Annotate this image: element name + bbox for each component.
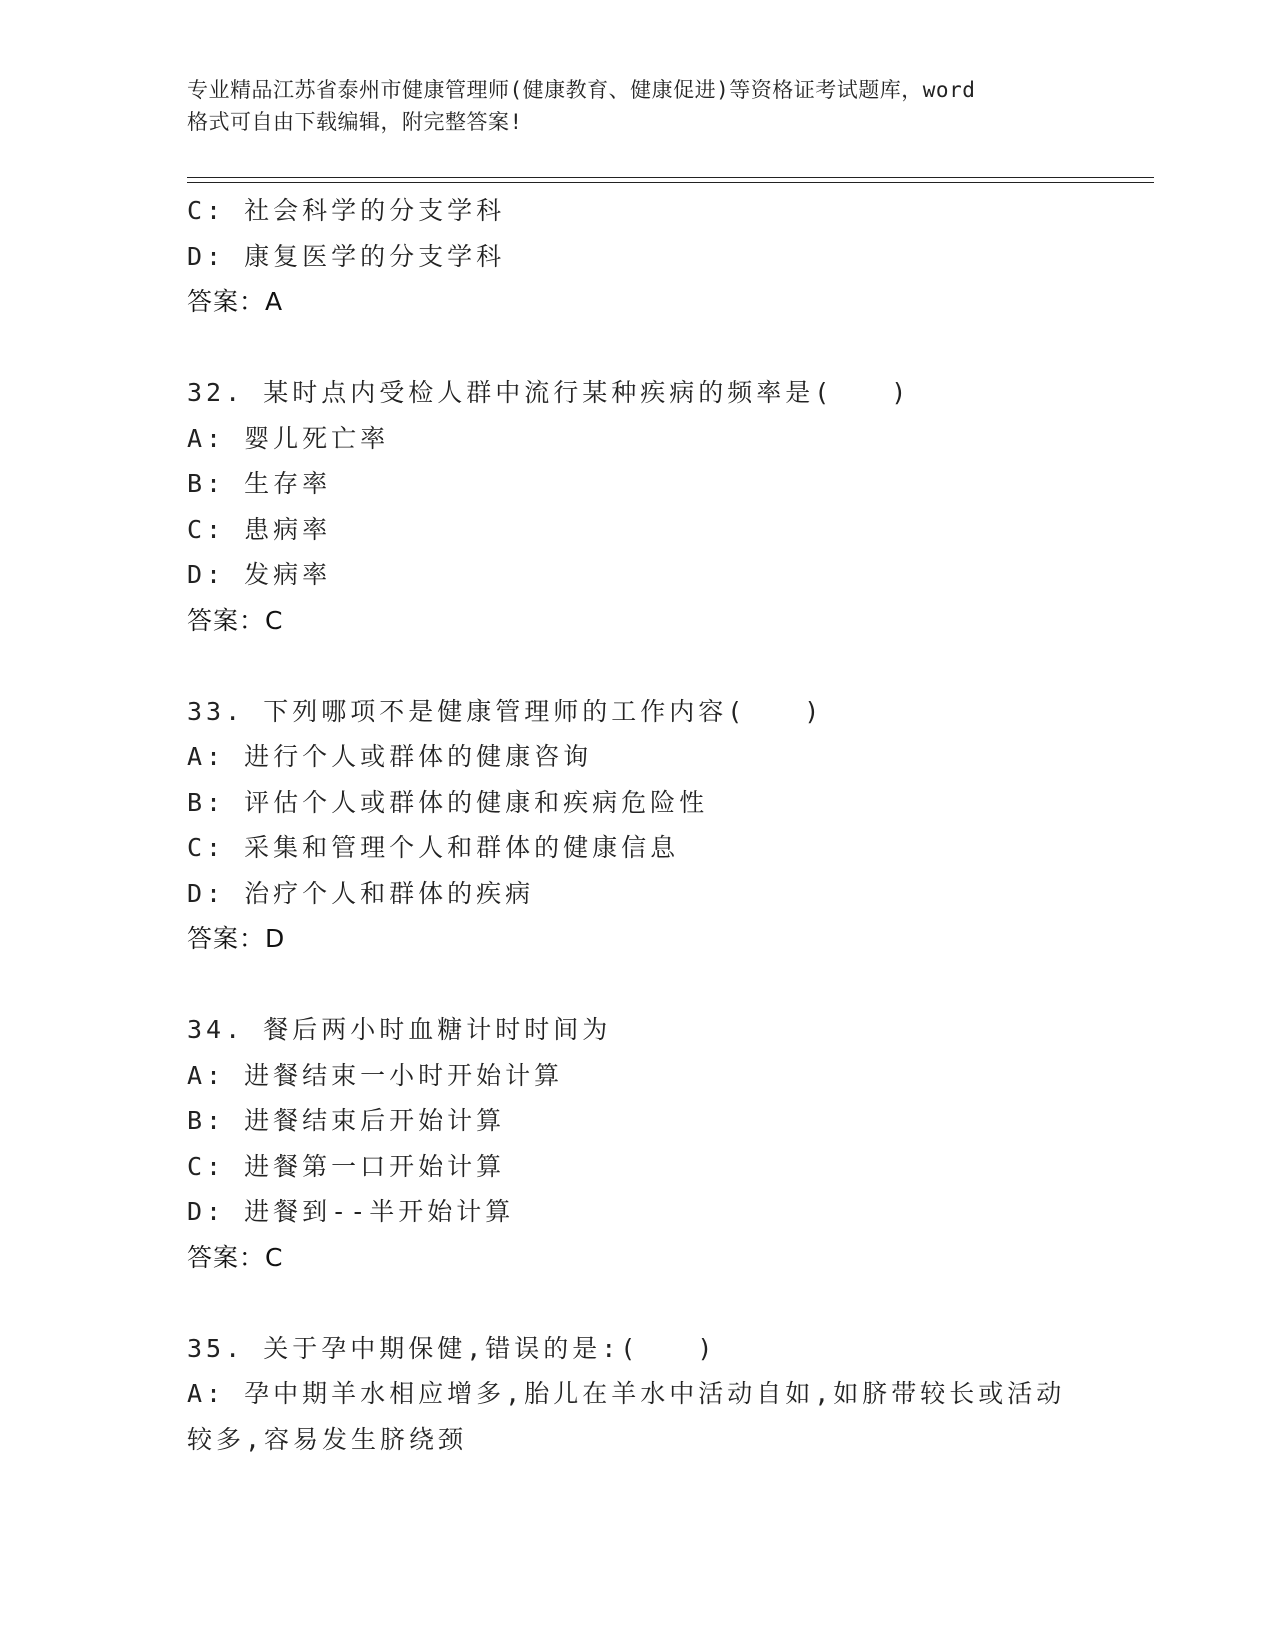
option-c: C: 社会科学的分支学科	[187, 196, 506, 225]
option-b: B: 生存率	[187, 469, 332, 498]
option-c: C: 采集和管理个人和群体的健康信息	[187, 833, 680, 862]
option-a: A: 婴儿死亡率	[187, 423, 390, 453]
answer-line: 答案：C	[187, 605, 284, 635]
option-b: B: 评估个人或群体的健康和疾病危险性	[187, 787, 709, 817]
question-stem: 33. 下列哪项不是健康管理师的工作内容( )	[187, 696, 824, 726]
option-c: C: 患病率	[187, 514, 332, 544]
question-stem: 34. 餐后两小时血糖计时时间为	[187, 1015, 612, 1044]
question-stem: 35. 关于孕中期保健,错误的是:( )	[187, 1333, 717, 1363]
header-line-1: 专业精品江苏省泰州市健康管理师(健康教育、健康促进)等资格证考试题库，word	[187, 78, 976, 102]
option-a: A: 进行个人或群体的健康咨询	[187, 742, 593, 771]
answer-line: 答案：D	[187, 924, 286, 953]
option-d: D: 康复医学的分支学科	[187, 241, 506, 271]
document-header	[187, 74, 1087, 138]
spacer	[187, 643, 1087, 689]
question-list	[187, 188, 1087, 1462]
option-b: B: 进餐结束后开始计算	[187, 1106, 506, 1135]
option-d: D: 治疗个人和群体的疾病	[187, 878, 535, 908]
answer-line: 答案：A	[187, 287, 284, 316]
spacer	[187, 325, 1087, 371]
header-line-2: 格式可自由下载编辑，附完整答案!	[187, 110, 523, 134]
answer-line: 答案：C	[187, 1242, 284, 1272]
spacer	[187, 962, 1087, 1008]
option-a: A: 孕中期羊水相应增多,胎儿在羊水中活动自如,如脐带较长或活动较多,容易发生脐绕颈	[187, 1379, 1066, 1454]
question-stem: 32. 某时点内受检人群中流行某种疾病的频率是( )	[187, 378, 911, 407]
header-divider-top	[187, 177, 1154, 178]
header-divider-bottom	[187, 182, 1154, 183]
option-d: D: 进餐到--半开始计算	[187, 1197, 515, 1226]
option-d: D: 发病率	[187, 560, 332, 589]
option-a: A: 进餐结束一小时开始计算	[187, 1060, 564, 1090]
spacer	[187, 1280, 1087, 1326]
option-c: C: 进餐第一口开始计算	[187, 1151, 506, 1181]
